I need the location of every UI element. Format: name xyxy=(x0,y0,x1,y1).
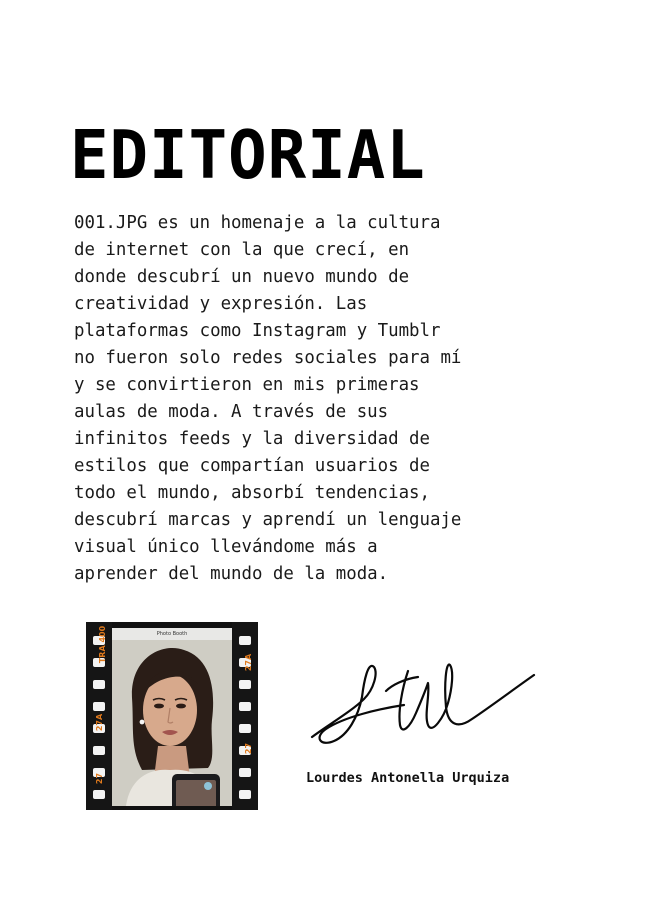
photo-booth-label: Photo Booth xyxy=(112,628,232,640)
film-mark: 27A xyxy=(95,713,105,732)
film-photo xyxy=(86,622,258,810)
signature xyxy=(308,655,548,755)
film-strip-right xyxy=(232,622,258,810)
film-mark: TRA 400 xyxy=(98,625,108,664)
author-name: Lourdes Antonella Urquiza xyxy=(306,770,510,786)
film-mark: 27 xyxy=(244,742,254,755)
editorial-text: 001.JPG es un homenaje a la cultura de internet con la que crecí, en donde descubrí un nuevo mundo de creatividad y expresión. Las plataformas como Instagram y Tumblr no fueron solo redes sociales para mí y se convirtieron en mis primeras aulas de moda. A través de sus infinitos feeds y la diversidad de estilos que compartían usuarios de todo el mundo, absorbí tendencias, descubrí marcas y aprendí un lenguaje visual único llevándome más a aprender del mundo de la moda. xyxy=(74,213,462,584)
portrait-image xyxy=(112,628,232,806)
film-mark: 27A xyxy=(244,653,254,672)
page-title: EDITORIAL xyxy=(70,116,426,195)
film-mark: 27 xyxy=(95,772,105,785)
photo-frame xyxy=(112,628,232,806)
